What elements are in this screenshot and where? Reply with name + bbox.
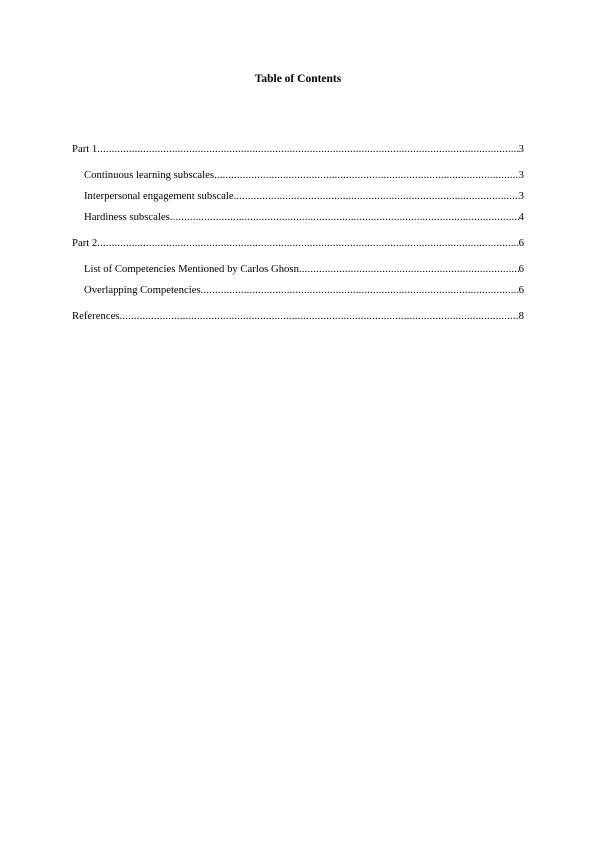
toc-dot-leader — [299, 261, 519, 277]
toc-page-number: 8 — [518, 310, 524, 322]
toc-page-number: 6 — [518, 284, 524, 296]
toc-page-number: 4 — [518, 211, 524, 223]
toc-dot-leader — [234, 188, 519, 204]
toc-dot-leader — [170, 209, 519, 225]
toc-dot-leader — [201, 282, 519, 298]
toc-entry-interpersonal-engagement[interactable] — [72, 188, 524, 204]
toc-page-number: 6 — [518, 263, 524, 275]
toc-entry-label: References — [72, 310, 120, 322]
toc-entry-label: Part 1 — [72, 143, 98, 155]
toc-entry-overlapping-competencies[interactable] — [72, 282, 524, 298]
toc-entry-label: Continuous learning subscales — [84, 169, 215, 181]
toc-page-number: 3 — [518, 169, 524, 181]
toc-page-number: 6 — [518, 237, 524, 249]
toc-title: Table of Contents — [254, 73, 342, 85]
toc-dot-leader — [119, 308, 518, 324]
toc-entry-part-2[interactable] — [72, 235, 524, 251]
toc-entry-part-1[interactable] — [72, 141, 524, 157]
toc-entry-references[interactable] — [72, 308, 524, 324]
toc-entry-label: Interpersonal engagement subscale — [84, 190, 234, 202]
toc-entry-competencies-list[interactable] — [72, 261, 524, 277]
toc-page-number: 3 — [518, 190, 524, 202]
toc-dot-leader — [97, 141, 518, 157]
toc-dot-leader — [214, 167, 519, 183]
toc-dot-leader — [97, 235, 518, 251]
toc-entry-continuous-learning[interactable] — [72, 167, 524, 183]
toc-entry-label: List of Competencies Mentioned by Carlos Ghosn — [84, 263, 299, 275]
toc-entry-hardiness[interactable] — [72, 209, 524, 225]
toc-entry-label: Overlapping Competencies — [84, 284, 201, 296]
toc-entry-label: Part 2 — [72, 237, 98, 249]
toc-page-number: 3 — [518, 143, 524, 155]
toc-entry-label: Hardiness subscales — [84, 211, 170, 223]
table-of-contents — [72, 141, 524, 334]
